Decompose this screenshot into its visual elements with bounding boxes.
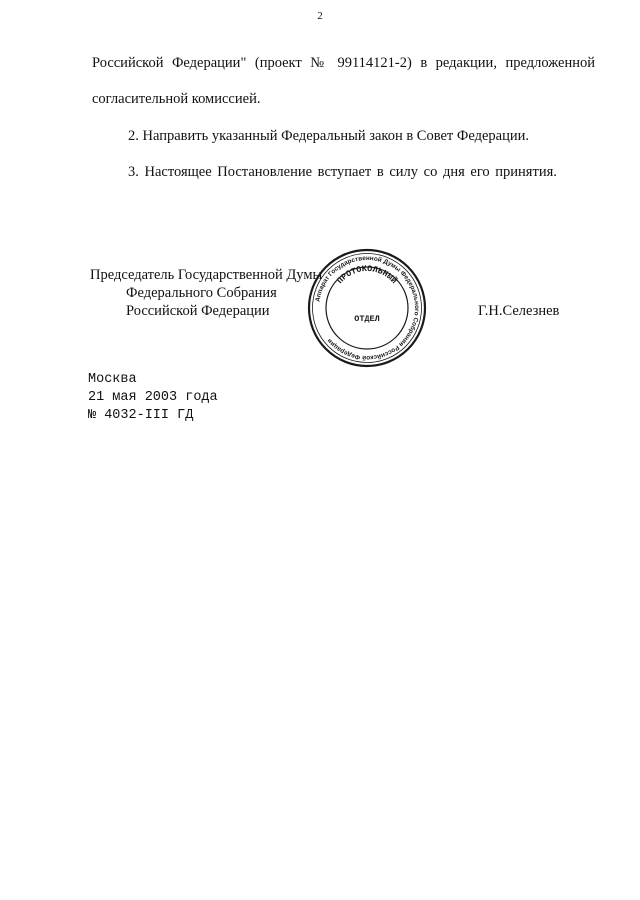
stamp-outer-text: Аппарат Государственной Думы Федерального Собрания Российской Федерации <box>314 254 421 362</box>
body-line-2: согласительной комиссией. <box>92 91 261 107</box>
item-2: 2. Направить указанный Федеральный закон в Совет Федерации. <box>128 128 529 144</box>
signature-title-line-2: Федерального Собрания <box>126 285 277 301</box>
stamp-inner-top-text: ПРОТОКОЛЬНЫЙ <box>335 263 399 286</box>
stamp-outer-ring-thin <box>313 254 422 363</box>
footer-date: 21 мая 2003 года <box>88 390 218 405</box>
body-line-1: Российской Федерации" (проект № 99114121-2) в редакции, предложенной <box>92 55 595 71</box>
signature-title-line-1: Председатель Государственной Думы <box>90 267 322 283</box>
stamp-inner-bottom-text: ОТДЕЛ <box>354 314 380 324</box>
item-3: 3. Настоящее Постановление вступает в силу со дня его принятия. <box>128 164 557 180</box>
page-number: 2 <box>317 10 323 22</box>
signature-title-line-3: Российской Федерации <box>126 303 270 319</box>
footer-city: Москва <box>88 372 137 387</box>
official-stamp <box>306 247 428 369</box>
signer-name: Г.Н.Селезнев <box>478 303 560 319</box>
footer-number: № 4032-III ГД <box>88 408 194 423</box>
